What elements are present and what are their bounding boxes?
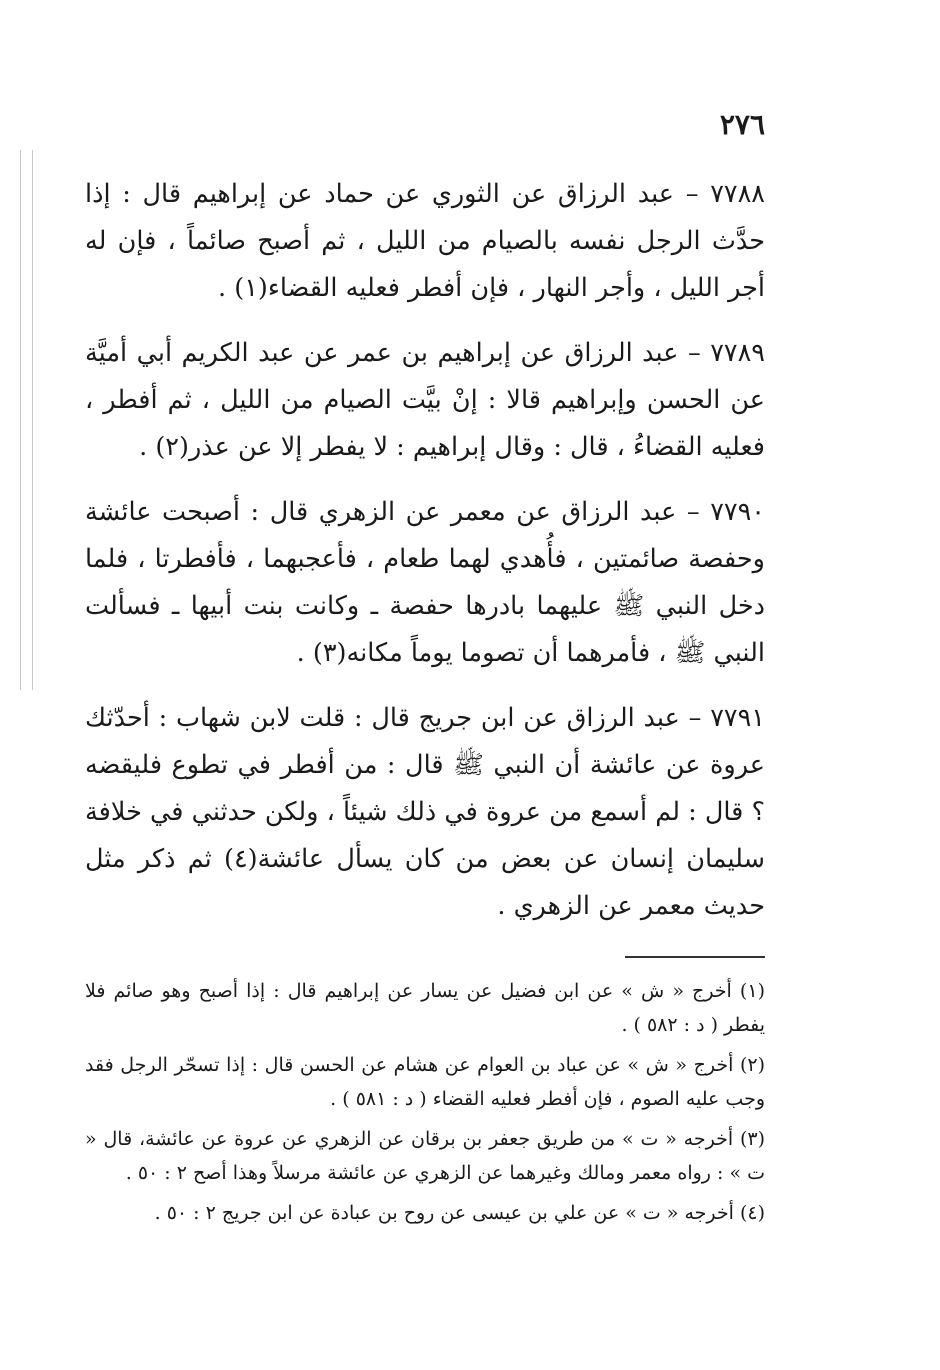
hadith-7790 bbox=[85, 489, 765, 677]
dash: – bbox=[676, 497, 700, 527]
hadith-number: ٧٧٩٠ bbox=[710, 497, 766, 527]
hadith-text: عبد الرزاق عن معمر عن الزهري قال : أصبحت عائشة وحفصة صائمتين ، فأُهدي لهما طعام ، فأعجبهما ، فأفطرتا ، فلما دخل النبي ﷺ عليهما بادرها حفصة ـ وكانت بنت أبيها ـ فسألت النبي ﷺ ، فأمرهما أن تصوما يوماً مكانه(٣) . bbox=[85, 497, 765, 668]
hadith-number: ٧٧٨٩ bbox=[710, 338, 766, 368]
margin-line-left bbox=[20, 150, 21, 690]
hadith-number: ٧٧٨٨ bbox=[710, 179, 766, 209]
hadith-7789 bbox=[85, 330, 765, 471]
page-number: ٢٧٦ bbox=[719, 108, 765, 141]
footnote-separator bbox=[625, 956, 765, 958]
footnote-4: (٤) أخرجه « ت » عن علي بن عيسى عن روح بن عبادة عن ابن جريج ٢ : ٥٠ . bbox=[154, 1202, 765, 1224]
hadith-7791 bbox=[85, 695, 765, 930]
dash: – bbox=[678, 338, 701, 368]
hadith-text: عبد الرزاق عن إبراهيم بن عمر عن عبد الكريم أبي أميَّة عن الحسن وإبراهيم قالا : إنْ بيَّت الصيام من الليل ، ثم أفطر ، فعليه القضاءُ ، قال : وقال إبراهيم : لا يفطر إلا عن عذر(٢) . bbox=[85, 338, 765, 462]
footnote-2: (٢) أخرج « ش » عن عباد بن العوام عن هشام عن الحسن قال : إذا تسحّر الرجل فقد وجب عليه الصوم ، فإن أفطر فعليه القضاء ( د : ٥٨١ ) . bbox=[85, 1054, 765, 1110]
hadith-text: عبد الرزاق عن ابن جريج قال : قلت لابن شهاب : أحدّثك عروة عن عائشة أن النبي ﷺ قال : من أفطر في تطوع فليقضه ؟ قال : لم أسمع من عروة في ذلك شيئاً ، ولكن حدثني في خلافة سليمان إنسان عن بعض من كان يسأل عائشة(٤) ثم ذكر مثل حديث معمر عن الزهري . bbox=[85, 703, 765, 921]
hadith-7788 bbox=[85, 171, 765, 312]
dash: – bbox=[679, 703, 702, 733]
dash: – bbox=[674, 179, 699, 209]
margin-line-left-inner bbox=[32, 150, 33, 690]
hadith-text: عبد الرزاق عن الثوري عن حماد عن إبراهيم قال : إذا حدَّث الرجل نفسه بالصيام من الليل ، ثم أصبح صائماً ، فإن له أجر الليل ، وأجر النهار ، فإن أفطر فعليه القضاء(١) . bbox=[85, 179, 765, 303]
book-page bbox=[85, 108, 765, 1236]
hadith-number: ٧٧٩١ bbox=[710, 703, 765, 733]
footnote-3: (٣) أخرجه « ت » من طريق جعفر بن برقان عن الزهري عن عروة عن عائشة، قال « ت » : رواه معمر ومالك وغيرهما عن الزهري عن عائشة مرسلاً وهذا أصح ٢ : ٥٠ . bbox=[85, 1128, 765, 1184]
footnote-1: (١) أخرج « ش » عن ابن فضيل عن يسار عن إبراهيم قال : إذا أصبح وهو صائم فلا يفطر ( د : ٥٨٢ ) . bbox=[85, 980, 765, 1036]
